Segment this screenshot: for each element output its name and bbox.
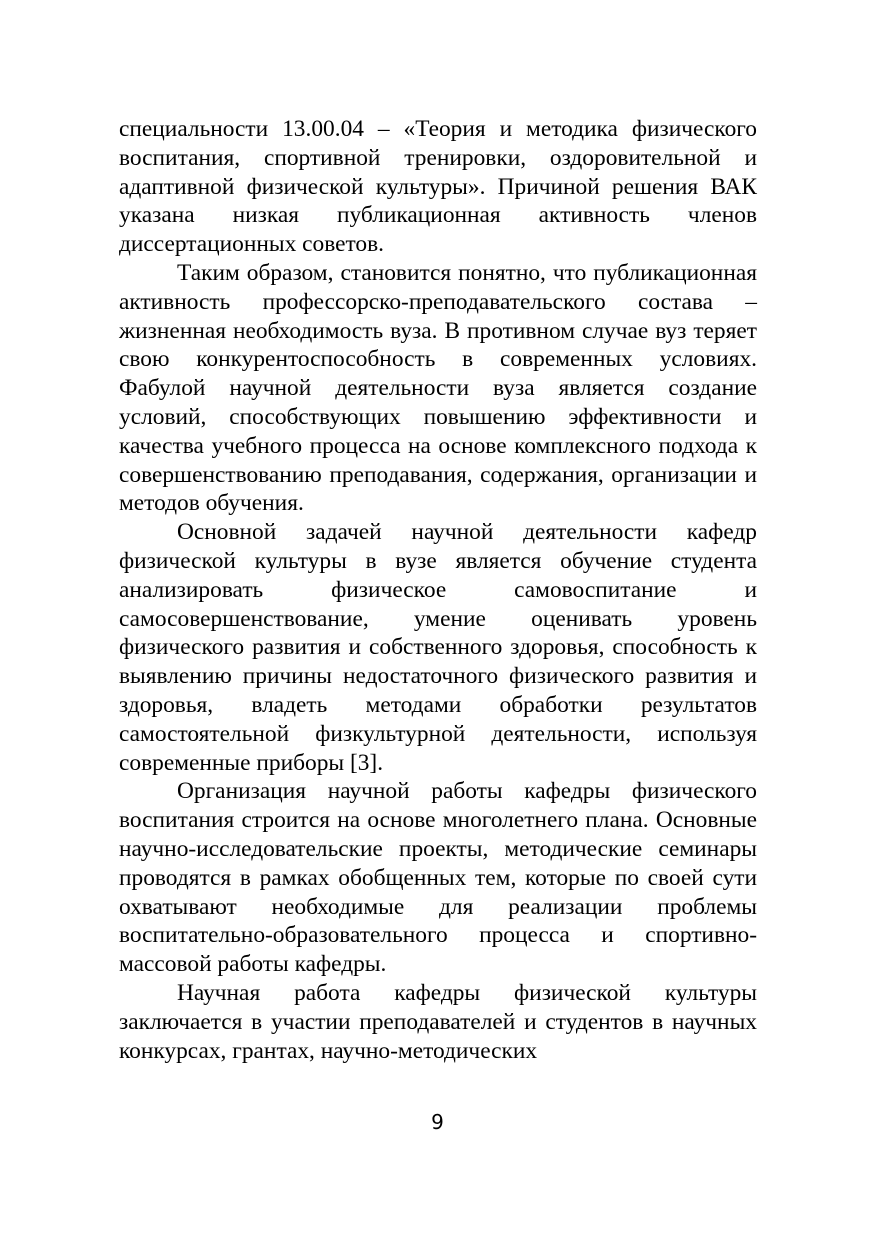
paragraph-3: Основной задачей научной деятельности кафедр физической культуры в вузе является обучение студента анализировать физическое самовоспитание и самосовершенствование, умение оценивать уровень физического развития и собственного здоровья, способность к выявлению причины недостаточного физического развития и здоровья, владеть методами обработки результатов самостоятельной физкультурной деятельности, используя современные приборы [3].: [119, 519, 757, 776]
paragraph-2: Таким образом, становится понятно, что публикационная активность профессорско-преподавательского состава – жизненная необходимость вуза. В противном случае вуз теряет свою конкурентоспособность в современных условиях. Фабулой научной деятельности вуза является создание условий, способствующих повышению эффективности и качества учебного процесса на основе комплексного подхода к совершенствованию преподавания, содержания, организации и методов обучения.: [119, 259, 757, 517]
paragraph-1: специальности 13.00.04 – «Теория и методика физического воспитания, спортивной тренировки, оздоровительной и адаптивной физической культуры». Причиной решения ВАК указана низкая публикационная активность членов диссертационных советов.: [119, 116, 757, 258]
page-number: 9: [431, 1110, 444, 1134]
paragraph-5: Научная работа кафедры физической культуры заключается в участии преподавателей и студентов в научных конкурсах, грантах, научно-методических: [119, 979, 757, 1064]
body-text: [119, 115, 757, 1065]
paragraph-4: Организация научной работы кафедры физического воспитания строится на основе многолетнего плана. Основные научно-исследовательские проекты, методические семинары проводятся в рамках обобщенных тем, которые по своей сути охватывают необходимые для реализации проблемы воспитательно-образовательного процесса и спортивно-массовой работы кафедры.: [119, 778, 757, 978]
